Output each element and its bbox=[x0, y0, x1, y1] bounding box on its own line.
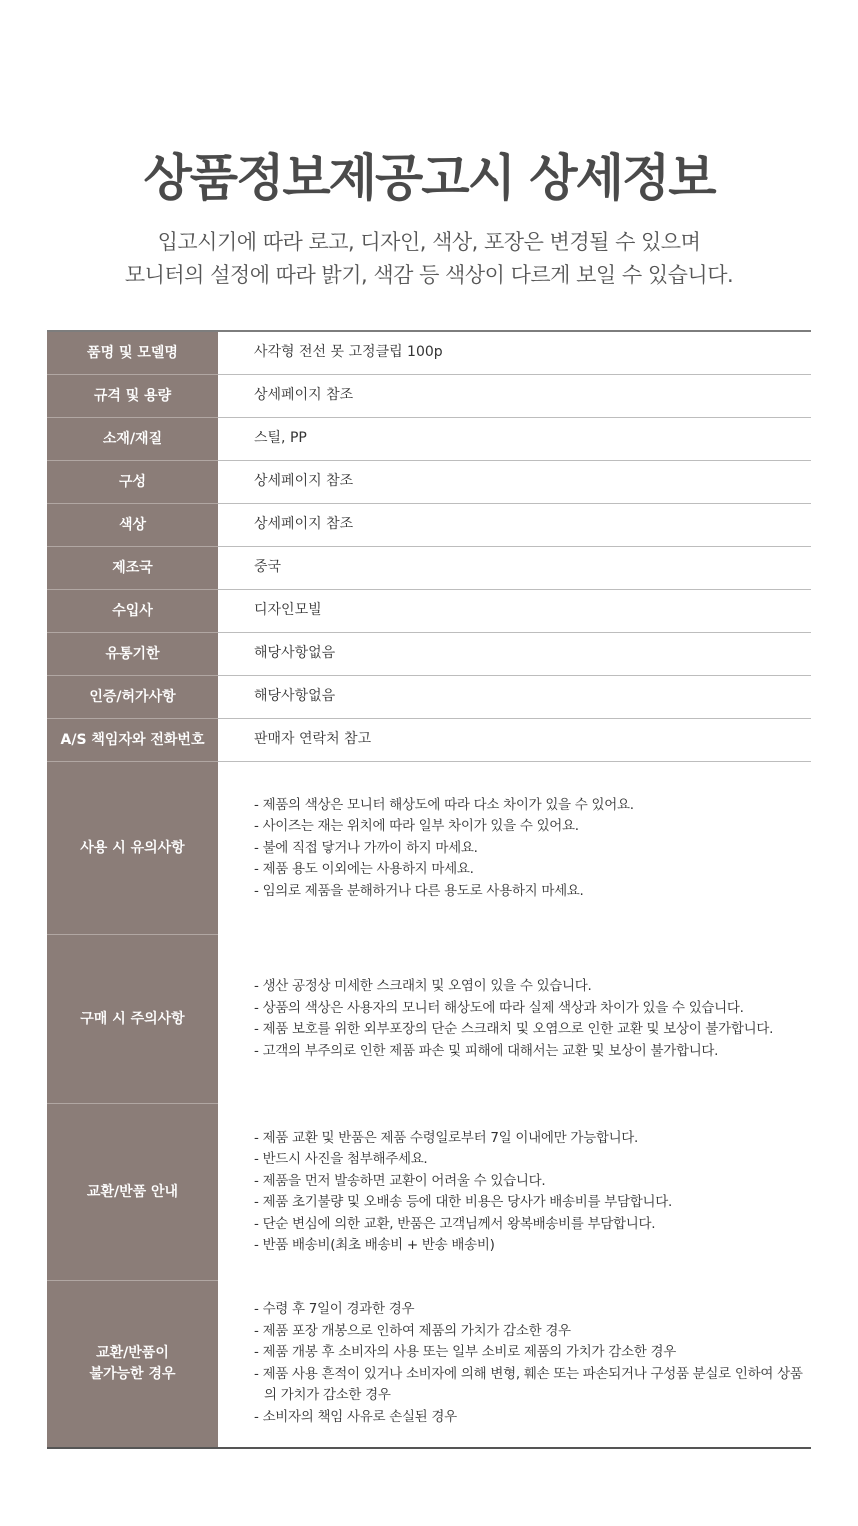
row-label: 인증/허가사항 bbox=[47, 676, 218, 719]
list-item: - 제품 포장 개봉으로 인하여 제품의 가치가 감소한 경우 bbox=[254, 1322, 571, 1339]
list-item: - 고객의 부주의로 인한 제품 파손 및 피해에 대해서는 교환 및 보상이 불가합니다. bbox=[254, 1042, 719, 1059]
list-item: - 제품 초기불량 및 오배송 등에 대한 비용은 당사가 배송비를 부담합니다. bbox=[254, 1194, 672, 1210]
list-item: - 소비자의 책임 사유로 손실된 경우 bbox=[254, 1408, 457, 1425]
row-label: 구매 시 주의사항 bbox=[47, 935, 218, 1104]
notice-subtitle-line-1: 입고시기에 따라 로고, 디자인, 색상, 포장은 변경될 수 있으며 bbox=[157, 230, 701, 254]
row-value: 사각형 전선 못 고정클립 100p bbox=[218, 331, 811, 375]
row-value: 해당사항없음 bbox=[218, 633, 811, 676]
row-label: 소재/재질 bbox=[47, 418, 218, 461]
list-item: - 수령 후 7일이 경과한 경우 bbox=[254, 1301, 415, 1318]
row-value: 상세페이지 참조 bbox=[218, 504, 811, 547]
notice-list bbox=[254, 795, 811, 903]
row-value: 상세페이지 참조 bbox=[218, 461, 811, 504]
row-label: 수입사 bbox=[47, 590, 218, 633]
list-item: - 임의로 제품을 분해하거나 다른 용도로 사용하지 마세요. bbox=[254, 882, 584, 899]
row-value: 중국 bbox=[218, 547, 811, 590]
list-item: - 제품 교환 및 반품은 제품 수령일로부터 7일 이내에만 가능합니다. bbox=[254, 1129, 639, 1146]
list-item: - 제품의 색상은 모니터 해상도에 따라 다소 차이가 있을 수 있어요. bbox=[254, 796, 634, 813]
row-value: 상세페이지 참조 bbox=[218, 375, 811, 418]
table-row bbox=[47, 719, 811, 762]
table-row bbox=[47, 633, 811, 676]
list-item: - 불에 직접 닿거나 가까이 하지 마세요. bbox=[254, 839, 478, 856]
row-value bbox=[218, 1281, 811, 1449]
list-item: - 제품 사용 흔적이 있거나 소비자에 의해 변형, 훼손 또는 파손되거나 구성품 분실로 인하여 상품의 가치가 감소한 경우 bbox=[254, 1365, 803, 1404]
notice-list bbox=[254, 1128, 811, 1257]
notice-list bbox=[254, 1299, 811, 1428]
list-item: - 사이즈는 재는 위치에 따라 일부 차이가 있을 수 있어요. bbox=[254, 818, 579, 834]
list-item: - 제품 용도 이외에는 사용하지 마세요. bbox=[254, 861, 474, 877]
row-value: 해당사항없음 bbox=[218, 676, 811, 719]
row-value: 판매자 연락처 참고 bbox=[218, 719, 811, 762]
row-label: 구성 bbox=[47, 461, 218, 504]
page-title: 상품정보제공고시 상세정보 bbox=[143, 149, 715, 207]
row-label-line: 교환/반품이 bbox=[96, 1345, 169, 1361]
row-value: 스틸, PP bbox=[218, 418, 811, 461]
notice-list bbox=[254, 976, 811, 1062]
row-label: 색상 bbox=[47, 504, 218, 547]
row-label: 제조국 bbox=[47, 547, 218, 590]
exchange-unavailable-row bbox=[47, 1281, 811, 1449]
row-label bbox=[47, 1281, 218, 1449]
row-value bbox=[218, 1104, 811, 1281]
table-row bbox=[47, 375, 811, 418]
exchange-return-guide-row bbox=[47, 1104, 811, 1281]
row-value bbox=[218, 762, 811, 935]
row-label: 품명 및 모델명 bbox=[47, 331, 218, 375]
list-item: - 상품의 색상은 사용자의 모니터 해상도에 따라 실제 색상과 차이가 있을 수 있습니다. bbox=[254, 999, 744, 1016]
table-row bbox=[47, 590, 811, 633]
row-label: 교환/반품 안내 bbox=[47, 1104, 218, 1281]
row-label: 유통기한 bbox=[47, 633, 218, 676]
row-label-line: 불가능한 경우 bbox=[89, 1366, 176, 1382]
table-row bbox=[47, 504, 811, 547]
list-item: - 반드시 사진을 첨부해주세요. bbox=[254, 1151, 428, 1167]
table-row bbox=[47, 676, 811, 719]
row-label: A/S 책임자와 전화번호 bbox=[47, 719, 218, 762]
table-row bbox=[47, 547, 811, 590]
product-info-table bbox=[47, 330, 811, 1449]
table-row bbox=[47, 461, 811, 504]
row-label: 사용 시 유의사항 bbox=[47, 762, 218, 935]
row-value bbox=[218, 935, 811, 1104]
list-item: - 제품 개봉 후 소비자의 사용 또는 일부 소비로 제품의 가치가 감소한 경우 bbox=[254, 1344, 676, 1361]
list-item: - 단순 변심에 의한 교환, 반품은 고객님께서 왕복배송비를 부담합니다. bbox=[254, 1215, 656, 1232]
usage-caution-row bbox=[47, 762, 811, 935]
list-item: - 제품 보호를 위한 외부포장의 단순 스크래치 및 오염으로 인한 교환 및 보상이 불가합니다. bbox=[254, 1021, 774, 1037]
list-item: - 제품을 먼저 발송하면 교환이 어려울 수 있습니다. bbox=[254, 1172, 546, 1189]
list-item: - 반품 배송비(최초 배송비 + 반송 배송비) bbox=[254, 1237, 495, 1253]
row-label: 규격 및 용량 bbox=[47, 375, 218, 418]
row-value: 디자인모빌 bbox=[218, 590, 811, 633]
table-row bbox=[47, 331, 811, 375]
list-item: - 생산 공정상 미세한 스크래치 및 오염이 있을 수 있습니다. bbox=[254, 978, 592, 994]
purchase-caution-row bbox=[47, 935, 811, 1104]
table-row bbox=[47, 418, 811, 461]
notice-subtitle-line-2: 모니터의 설정에 따라 밝기, 색감 등 색상이 다르게 보일 수 있습니다. bbox=[124, 263, 734, 287]
